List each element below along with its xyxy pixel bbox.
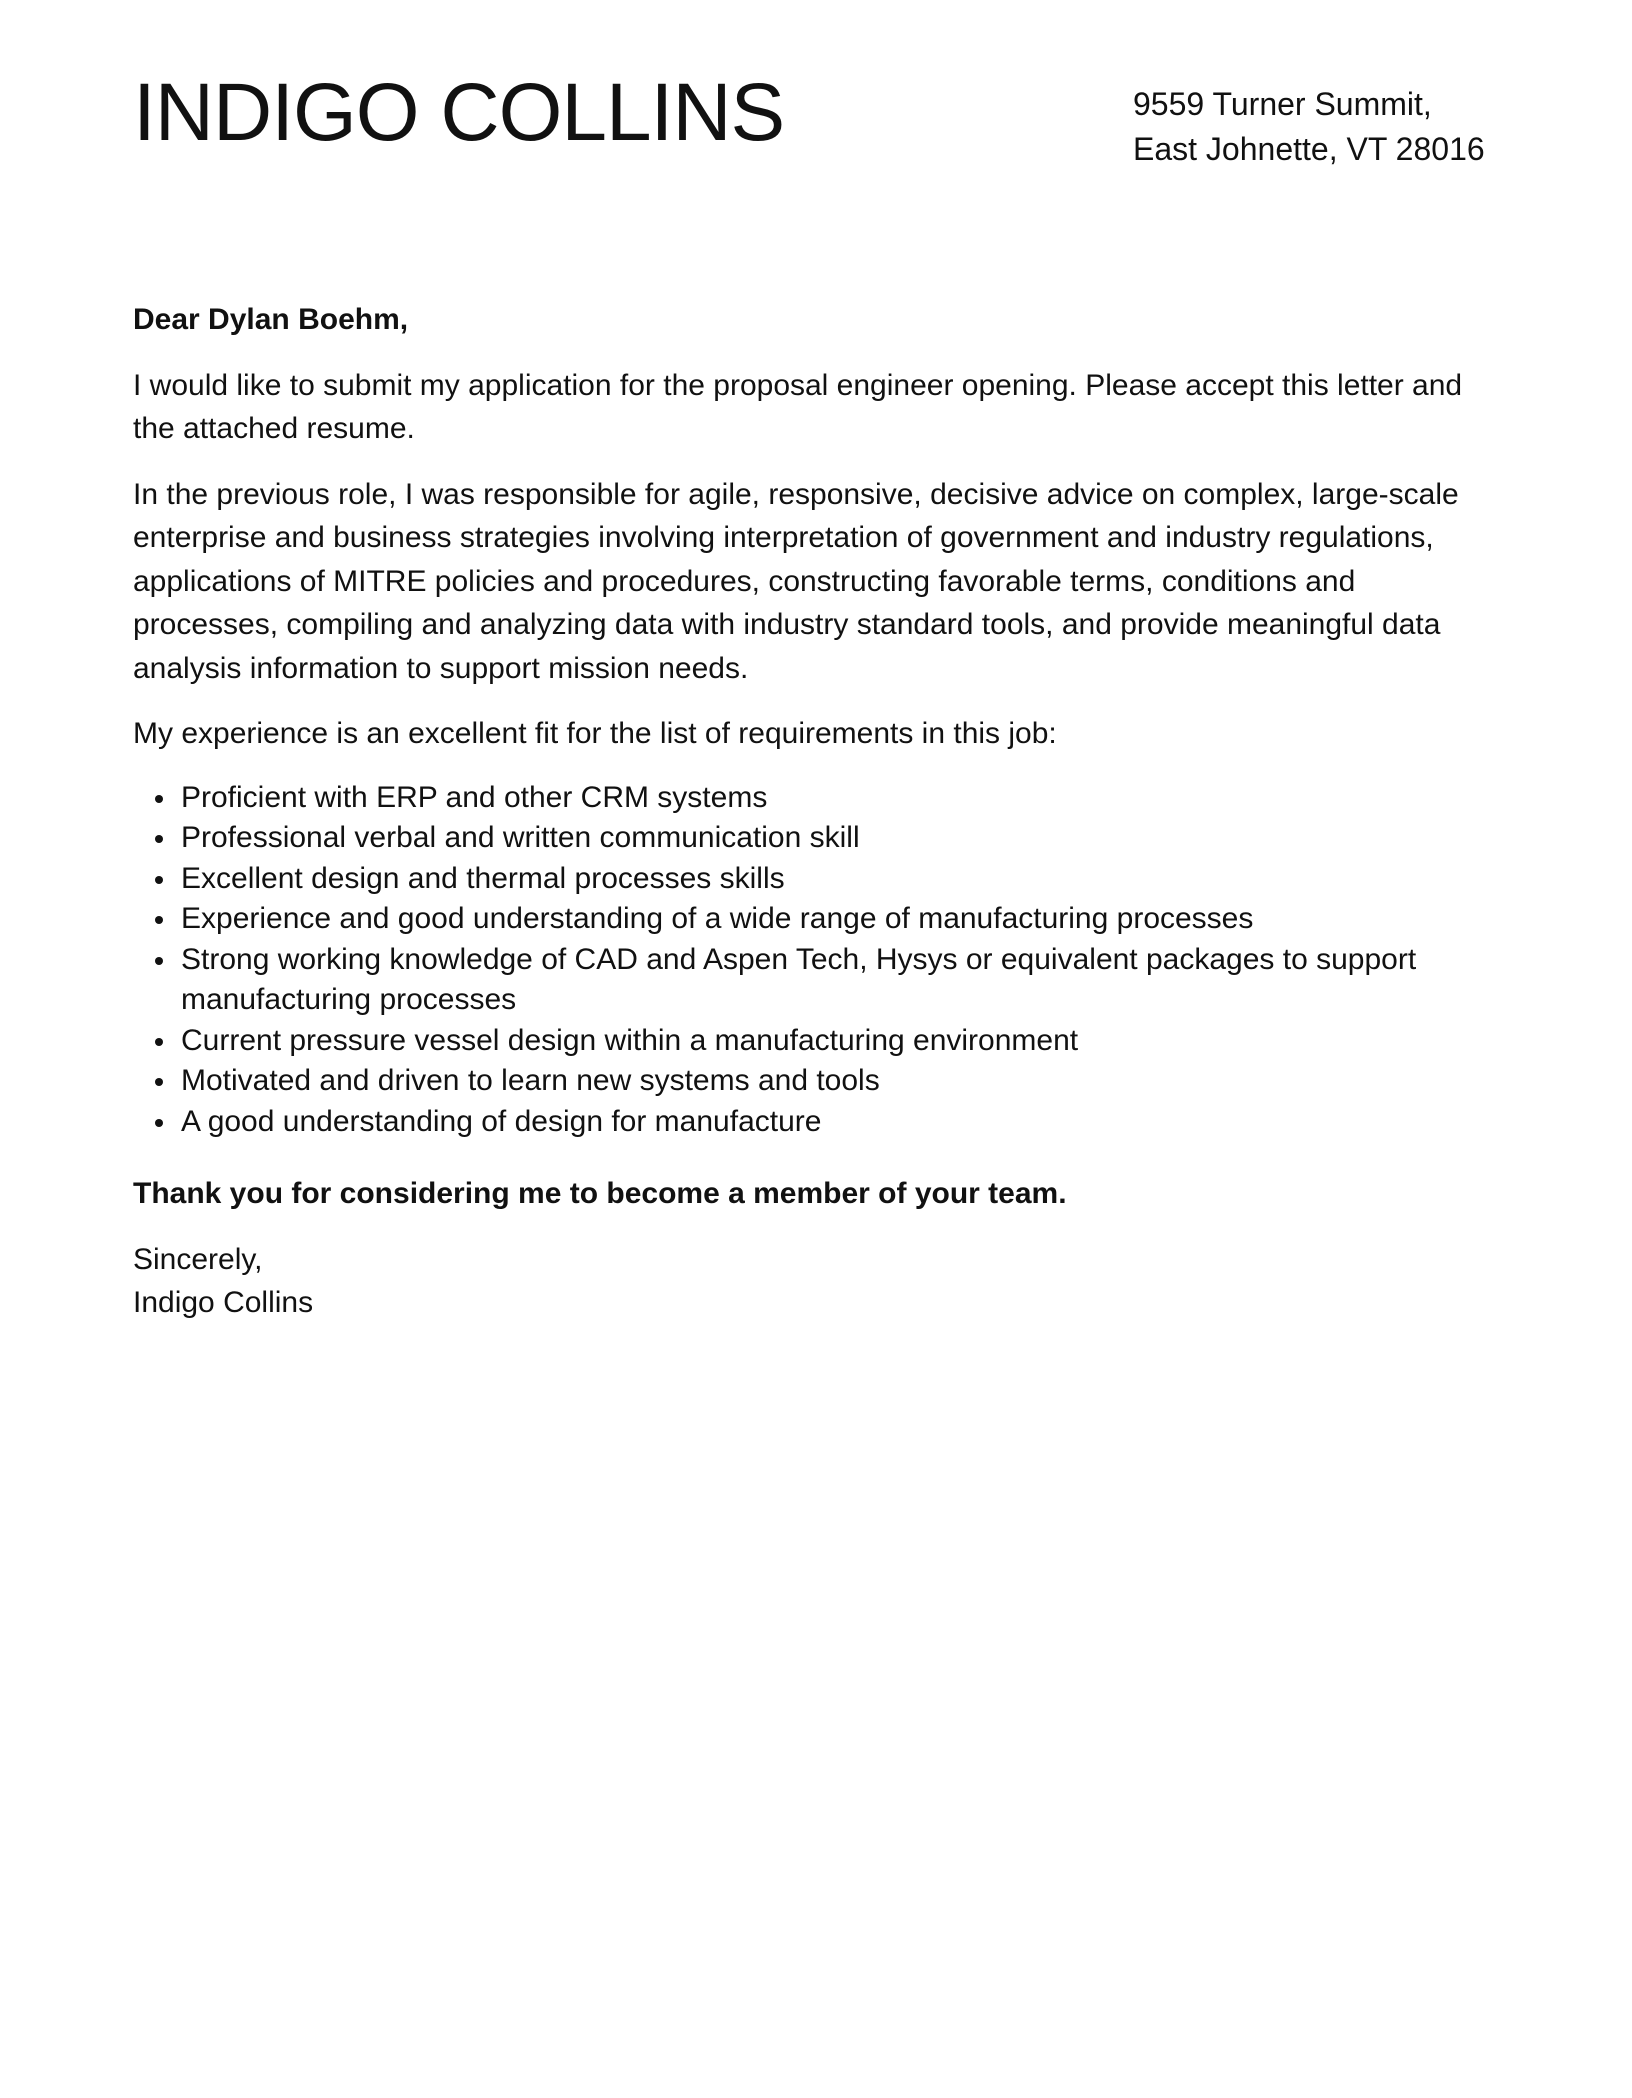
- requirements-list: [133, 778, 1493, 1143]
- address-line-1: 9559 Turner Summit,: [1133, 86, 1432, 122]
- list-item: Professional verbal and written communication skill: [133, 818, 1493, 859]
- list-item: Excellent design and thermal processes skills: [133, 859, 1493, 900]
- list-item: Proficient with ERP and other CRM systems: [133, 778, 1493, 819]
- salutation: Dear Dylan Boehm,: [133, 303, 409, 336]
- list-item: Experience and good understanding of a wide range of manufacturing processes: [133, 899, 1493, 940]
- letter-body: [133, 298, 1493, 1325]
- list-item: Strong working knowledge of CAD and Aspen Tech, Hysys or equivalent packages to support manufacturing processes: [133, 940, 1493, 1021]
- signature-name: Indigo Collins: [133, 1286, 314, 1319]
- experience-paragraph: In the previous role, I was responsible for agile, responsive, decisive advice on complex, large-scale enterprise and business strategies involving interpretation of government and industry regulations, applications of MITRE policies and procedures, constructing favorable terms, conditions and processes, compiling and analyzing data with industry standard tools, and provide meaningful data analysis information to support mission needs.: [133, 477, 1459, 685]
- address-line-2: East Johnette, VT 28016: [1133, 131, 1485, 167]
- requirements-intro: My experience is an excellent fit for the list of requirements in this job:: [133, 717, 1057, 750]
- closing-line: Thank you for considering me to become a member of your team.: [133, 1177, 1067, 1210]
- applicant-name: INDIGO COLLINS: [133, 67, 785, 158]
- intro-paragraph: I would like to submit my application for the proposal engineer opening. Please accept this letter and the attached resume.: [133, 368, 1463, 445]
- list-item: Motivated and driven to learn new systems and tools: [133, 1061, 1493, 1102]
- signoff: Sincerely,: [133, 1242, 263, 1276]
- list-item: A good understanding of design for manufacture: [133, 1102, 1493, 1143]
- list-item: Current pressure vessel design within a manufacturing environment: [133, 1021, 1493, 1062]
- applicant-address: [1133, 82, 1485, 172]
- signoff-block: [133, 1238, 1493, 1325]
